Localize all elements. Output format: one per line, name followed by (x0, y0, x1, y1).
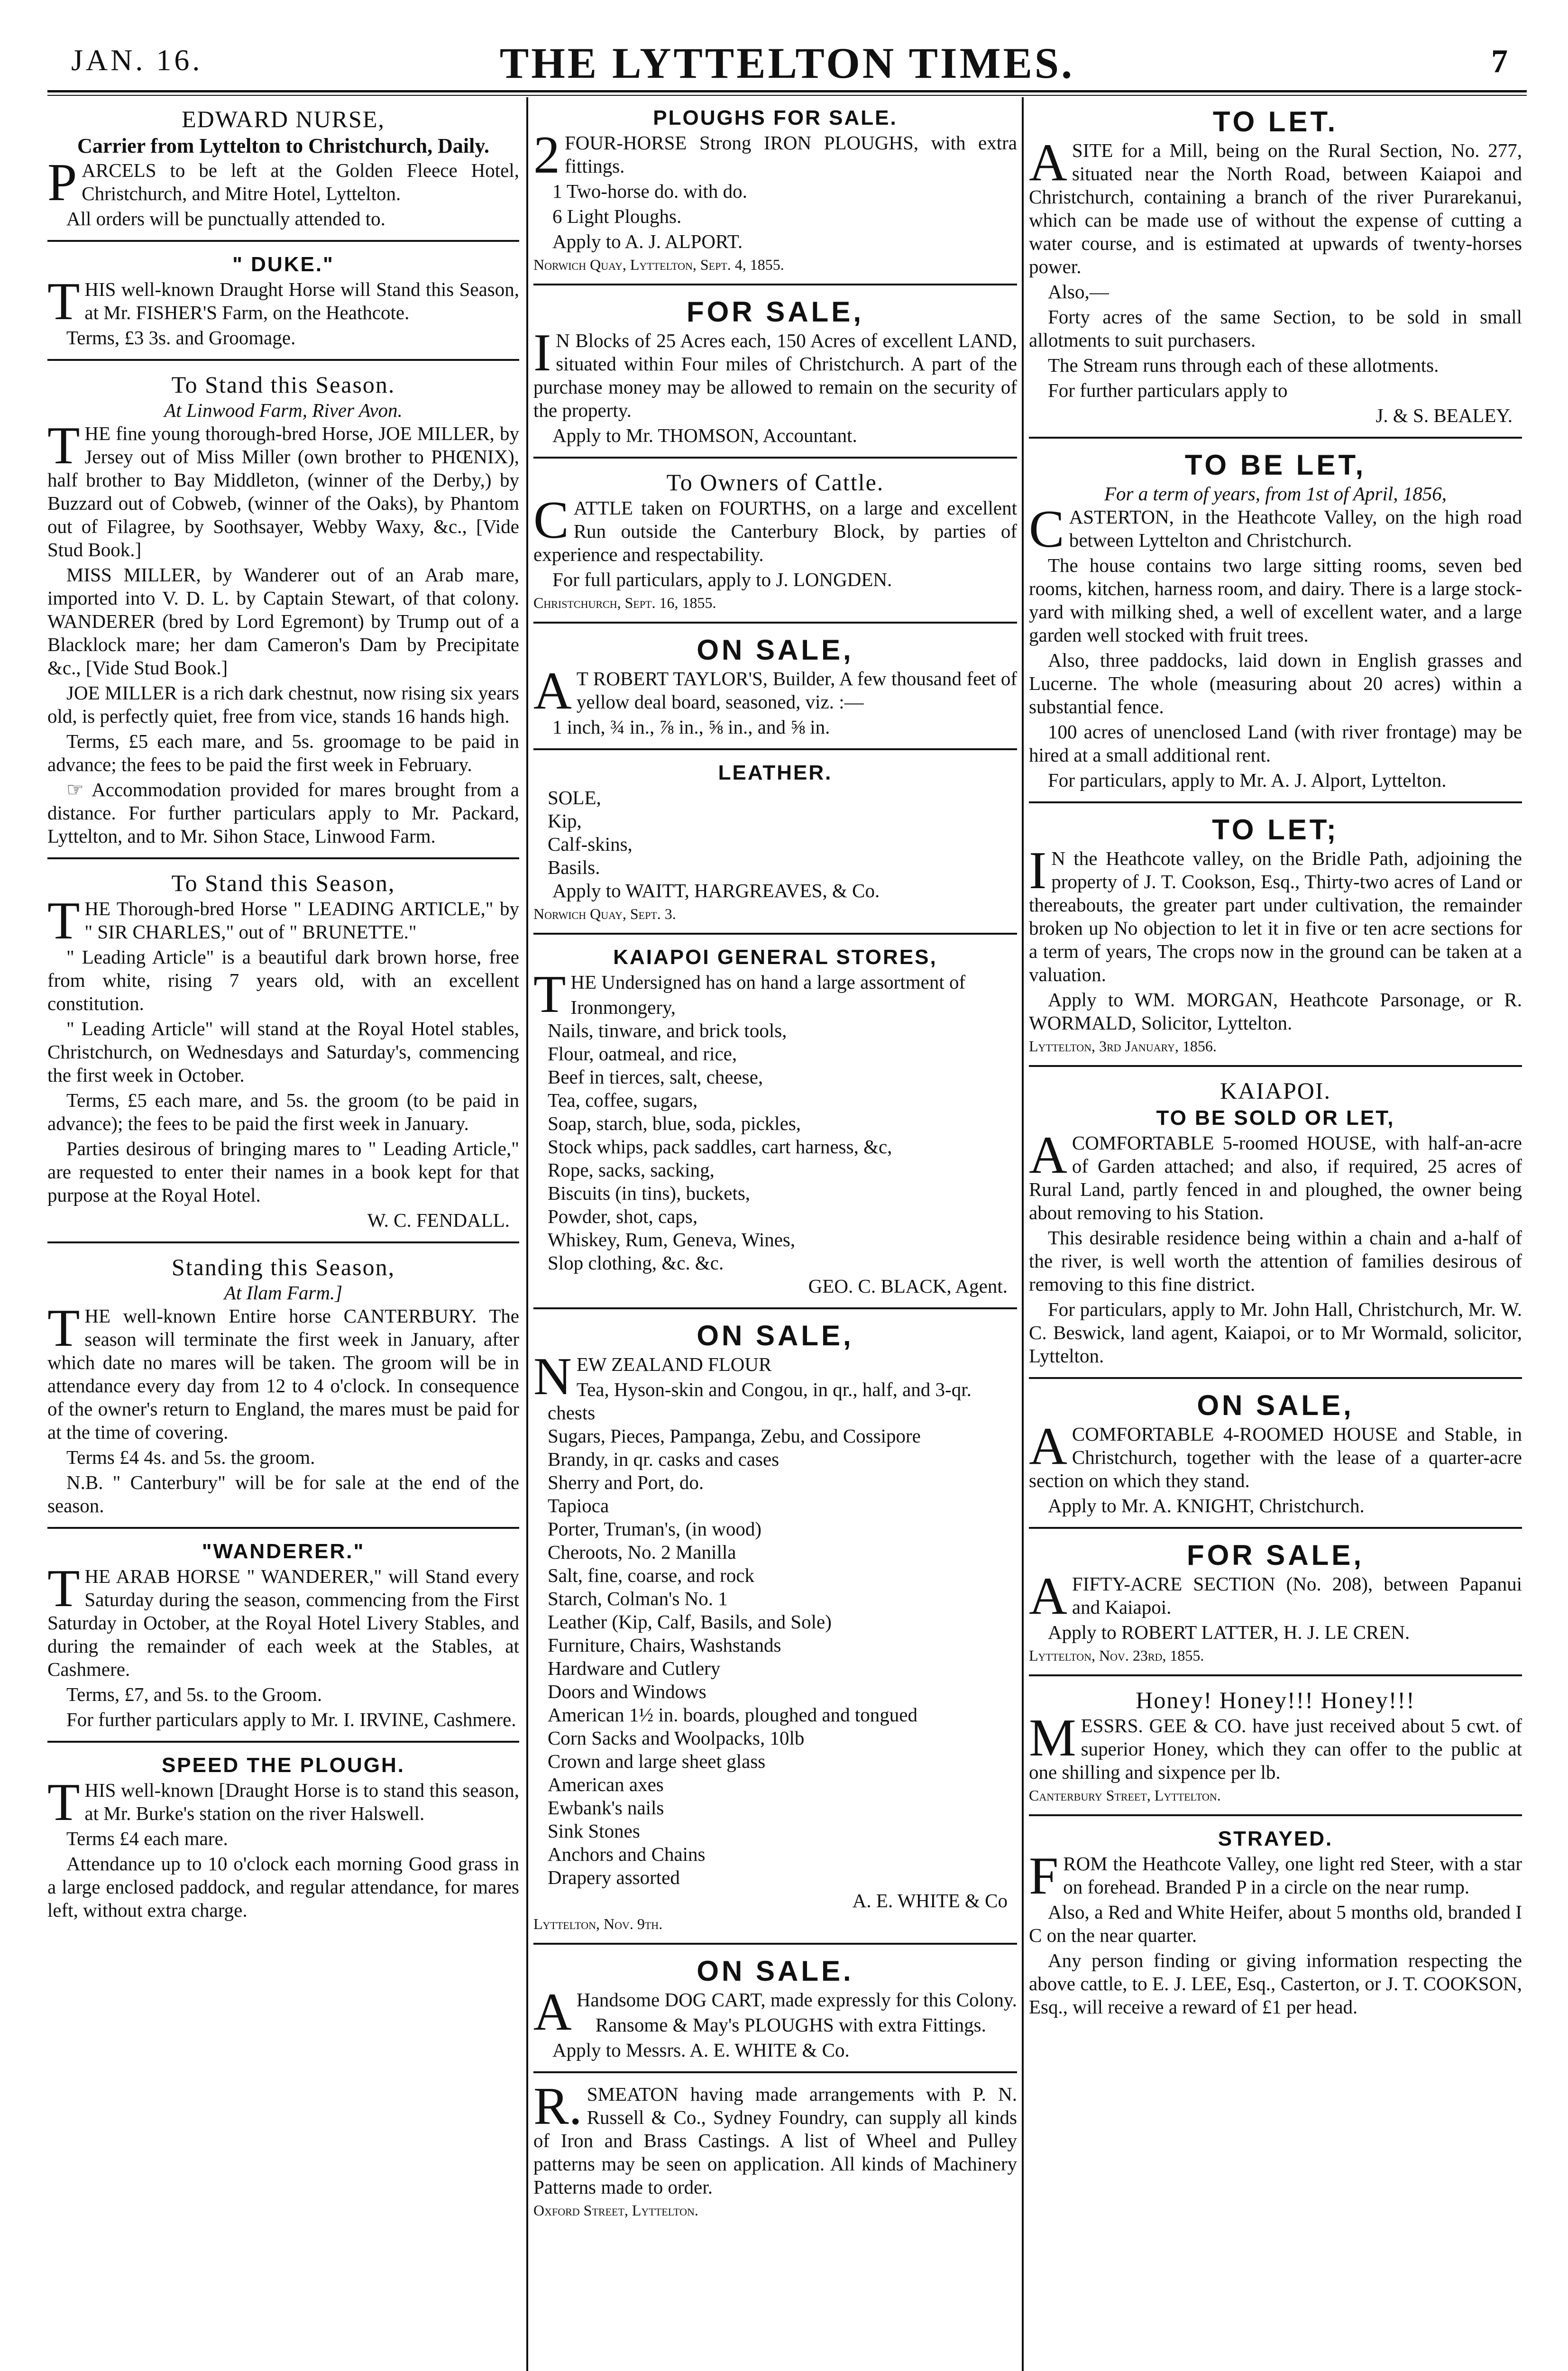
ad-paragraph: Oxford Street, Lyttelton. (533, 2202, 698, 2219)
ad-heading: TO BE LET, (1184, 449, 1366, 481)
ad-paragraph: Canterbury Street, Lyttelton. (1029, 1787, 1221, 1804)
list-item: Sugars, Pieces, Pampanga, Zebu, and Cossipore (548, 1425, 921, 1447)
advertisement (1029, 1386, 1522, 1529)
ad-heading: PLOUGHS FOR SALE. (653, 106, 898, 129)
item-list (533, 996, 1017, 1275)
ad-heading: TO LET; (1212, 814, 1339, 845)
list-item: Tapioca (548, 1495, 609, 1516)
ad-paragraph: Lyttelton, 3rd January, 1856. (1029, 1038, 1217, 1055)
ad-heading: KAIAPOI. (1220, 1077, 1331, 1104)
ad-paragraph: CASTERTON, in the Heathcote Valley, on the high road between Lyttelton and Christchurch. (1029, 500, 1522, 559)
ad-heading: Honey! Honey!!! Honey!!! (1136, 1687, 1415, 1713)
advertisement (533, 630, 1017, 750)
ad-heading: EDWARD NURSE, (182, 106, 385, 132)
list-item: Corn Sacks and Woolpacks, 10lb (548, 1727, 805, 1749)
list-item: SOLE, (548, 787, 601, 809)
list-item: Slop clothing, &c. &c. (548, 1252, 724, 1274)
ad-paragraph: ACOMFORTABLE 5-roomed HOUSE, with half-an-acre of Garden attached; and also, if required, 25 acres of Rural Land, partly fenced in and ploughed, the owner being about removing to his Station. (1029, 1126, 1522, 1223)
advertisement (533, 292, 1017, 459)
newspaper-title: THE LYTTELTON TIMES. (499, 39, 1075, 87)
ad-paragraph: THE well-known Entire horse CANTERBURY. The season will terminate the first week in January, after which date no mares will be taken. The groom will be in attendance every day from 12 to 4 o'clock. In consequence of the owner's return to England, the mares must be paid for at the time of covering. (47, 1299, 519, 1443)
advertisement (1029, 1535, 1522, 1676)
ad-paragraph: THE ARAB HORSE " WANDERER," will Stand every Saturday during the season, commencing from the First Saturday in October, at the Royal Hotel Livery Stables, and during the remainder of each week at the Stables, at Cashmere. (47, 1559, 519, 1680)
advertisement (1029, 102, 1522, 439)
ad-paragraph: Apply to Mr. THOMSON, Accountant. (552, 424, 857, 446)
ad-subheading: For a term of years, from 1st of April, 1856, (1104, 483, 1447, 505)
list-item: Hardware and Cutlery (548, 1657, 721, 1679)
list-item: Leather (Kip, Calf, Basils, and Sole) (548, 1611, 832, 1633)
ad-paragraph: Apply to WAITT, HARGREAVES, & Co. (552, 880, 880, 901)
ad-paragraph: The Stream runs through each of these allotments. (1048, 354, 1439, 376)
ad-paragraph: NEW ZEALAND FLOUR (533, 1347, 772, 1406)
ad-paragraph: For further particulars apply to (1048, 379, 1288, 401)
ad-paragraph: Norwich Quay, Lyttelton, Sept. 4, 1855. (533, 256, 784, 273)
advertisement (47, 248, 519, 361)
ad-paragraph: Parties desirous of bringing mares to " Leading Article," are requested to enter their names in a book kept for that purpose at the Royal Hotel. (47, 1138, 519, 1206)
ad-paragraph: PARCELS to be left at the Golden Fleece Hotel, Christchurch, and Mitre Hotel, Lyttelton. (47, 153, 519, 212)
ad-paragraph: " Leading Article" will stand at the Royal Hotel stables, Christchurch, on Wednesdays and Saturday's, commencing the first week in October. (47, 1018, 519, 1086)
advertisement (533, 465, 1017, 624)
list-item: Crown and large sheet glass (548, 1750, 766, 1772)
ad-paragraph: For particulars, apply to Mr. John Hall, Christchurch, Mr. W. C. Beswick, land agent, Kaiapoi, or to Mr Wormald, solicitor, Lyttelton. (1029, 1298, 1522, 1367)
ad-heading: KAIAPOI GENERAL STORES, (613, 946, 937, 969)
ad-paragraph: All orders will be punctually attended to. (66, 208, 385, 230)
column-3 (1029, 102, 1522, 2371)
ad-heading: TO LET. (1212, 106, 1339, 138)
ad-paragraph: ACOMFORTABLE 4-ROOMED HOUSE and Stable, in Christchurch, together with the lease of a quarter-acre section on which they stand. (1029, 1417, 1522, 1491)
ad-heading: STRAYED. (1218, 1827, 1333, 1850)
ad-heading: To Owners of Cattle. (666, 469, 884, 496)
ad-paragraph: Lyttelton, Nov. 23rd, 1855. (1029, 1647, 1204, 1664)
column-divider (1022, 97, 1024, 2371)
ad-subheading: At Ilam Farm.] (224, 1282, 343, 1304)
ad-signature: J. & S. BEALEY. (1375, 404, 1513, 426)
advertisement (47, 102, 519, 242)
ad-paragraph: ☞ Accommodation provided for mares brought from a distance. For further particulars apply to Mr. Packard, Lyttelton, and to Mr. Sihon Stace, Linwood Farm. (47, 779, 519, 847)
list-item: Starch, Colman's No. 1 (548, 1588, 728, 1609)
ad-paragraph: 100 acres of unenclosed Land (with river frontage) may be hired at a small additional rent. (1029, 721, 1522, 766)
ad-paragraph: For particulars, apply to Mr. A. J. Alport, Lyttelton. (1048, 769, 1447, 791)
list-item: Ironmongery, (570, 996, 676, 1018)
advertisement (533, 2077, 1017, 2229)
ad-subheading: At Linwood Farm, River Avon. (164, 399, 403, 421)
ad-paragraph: For further particulars apply to Mr. I. IRVINE, Cashmere. (66, 1709, 516, 1730)
item-list (533, 1378, 1017, 1889)
list-item: Sink Stones (548, 1820, 640, 1842)
ad-heading: SPEED THE PLOUGH. (161, 1754, 405, 1777)
ad-paragraph: AT ROBERT TAYLOR'S, Builder, A few thousand feet of yellow deal board, seasoned, viz. :— (533, 662, 1017, 720)
advertisement (533, 102, 1017, 285)
list-item: Brandy, in qr. casks and cases (548, 1448, 779, 1470)
ad-heading: FOR SALE, (1186, 1539, 1364, 1571)
list-item: Porter, Truman's, (in wood) (548, 1518, 762, 1540)
ad-subheading: TO BE SOLD OR LET, (1156, 1106, 1395, 1130)
ad-paragraph: This desirable residence being within a chain and a-half of the river, is well worth the attention of families desirous of removing to this fine district. (1029, 1227, 1522, 1295)
ad-heading: " DUKE." (232, 253, 334, 276)
list-item: Rope, sacks, sacking, (548, 1159, 715, 1181)
ad-heading: LEATHER. (718, 761, 833, 784)
masthead (47, 38, 1527, 90)
advertisement (533, 941, 1017, 1309)
ad-paragraph: Terms, £7, and 5s. to the Groom. (66, 1683, 322, 1705)
list-item: Anchors and Chains (548, 1843, 706, 1865)
item-list (533, 786, 1017, 879)
list-item: Kip, (548, 810, 582, 832)
ad-paragraph: 6 Light Ploughs. (552, 205, 682, 227)
ad-paragraph: Forty acres of the same Section, to be sold in small allotments to suit purchasers. (1029, 306, 1522, 351)
ad-paragraph: Terms, £5 each mare, and 5s. groomage to be paid in advance; the fees to be paid the first week in February. (47, 730, 519, 775)
list-item: Ewbank's nails (548, 1797, 664, 1819)
ad-heading: ON SALE, (697, 634, 854, 666)
ad-paragraph: MISS MILLER, by Wanderer out of an Arab mare, imported into V. D. L. by Captain Stewart, of that colony. WANDERER (bred by Lord Egremont) by Trump out of a Blacklock mare; her dam Cameron's Dam by Precipitate &c., [Vide Stud Book.] (47, 564, 519, 679)
ad-paragraph: 1 inch, ¾ in., ⅞ in., ⅝ in., and ⅝ in. (552, 716, 830, 738)
ad-paragraph: Terms £4 each mare. (66, 1828, 228, 1849)
list-item: Whiskey, Rum, Geneva, Wines, (548, 1229, 796, 1250)
ad-paragraph: Apply to Mr. A. KNIGHT, Christchurch. (1048, 1495, 1365, 1516)
masthead-rule (47, 90, 1527, 92)
advertisement (1029, 445, 1522, 803)
issue-date: JAN. 16. (71, 43, 203, 77)
list-item: Stock whips, pack saddles, cart harness, &c, (548, 1136, 892, 1158)
list-item: Basils. (548, 856, 600, 878)
list-item: Biscuits (in tins), buckets, (548, 1182, 751, 1204)
ad-paragraph: For full particulars, apply to J. LONGDEN. (552, 569, 892, 590)
ad-heading: To Stand this Season. (171, 371, 395, 398)
ad-paragraph: " Leading Article" is a beautiful dark brown horse, free from white, rising 7 years old, with an excellent constitution. (47, 946, 519, 1014)
list-item: Soap, starch, blue, soda, pickles, (548, 1112, 801, 1134)
ad-paragraph: Terms, £3 3s. and Groomage. (66, 327, 296, 349)
ad-paragraph: R.SMEATON having made arrangements with P. N. Russell & Co., Sydney Foundry, can supply all kinds of Iron and Brass Castings. A list of Wheel and Pulley patterns may be seen on application. All kinds of Machinery Patterns made to order. (533, 2077, 1017, 2198)
list-item: Doors and Windows (548, 1681, 706, 1702)
ad-paragraph: Also,— (1048, 281, 1109, 303)
ad-paragraph: Christchurch, Sept. 16, 1855. (533, 594, 716, 611)
list-item: Salt, fine, coarse, and rock (548, 1564, 755, 1586)
ad-paragraph: Any person finding or giving information respecting the above cattle, to E. J. LEE, Esq., Casterton, or J. T. COOKSON, Esq., will receive a reward of £1 per head. (1029, 1949, 1522, 2018)
ad-heading: ON SALE. (697, 1955, 854, 1987)
ad-paragraph: Norwich Quay, Sept. 3. (533, 905, 676, 922)
page-number: 7 (1491, 43, 1508, 80)
masthead-rule-thin (47, 95, 1527, 96)
list-item: Flour, oatmeal, and rice, (548, 1043, 737, 1065)
ad-paragraph: IN Blocks of 25 Acres each, 150 Acres of excellent LAND, situated within Four miles of Christchurch. A part of the purchase money may be allowed to remain on the security of the property. (533, 323, 1017, 421)
ad-paragraph: Apply to Messrs. A. E. WHITE & Co. (552, 2039, 850, 2061)
ad-signature: W. C. FENDALL. (367, 1209, 510, 1231)
ad-paragraph: ASITE for a Mill, being on the Rural Section, No. 277, situated near the North Road, between Kaiapoi and Christchurch, containing a branch of the river Purarekanui, which can be made use of without the expense of cutting a water course, and is estimated at upwards of twenty-horses power. (1029, 133, 1522, 277)
column-divider (526, 97, 528, 2371)
ad-paragraph: AHandsome DOG CART, made expressly for this Colony. (533, 1983, 1017, 2041)
advertisement (47, 1535, 519, 1743)
advertisement (47, 368, 519, 859)
advertisement (1029, 1074, 1522, 1379)
ad-paragraph: CATTLE taken on FOURTHS, on a large and excellent Run outside the Canterbury Block, by parties of experience and respectability. (533, 491, 1017, 565)
ad-heading: Standing this Season, (171, 1254, 395, 1280)
ad-paragraph: The house contains two large sitting rooms, seven bed rooms, kitchen, harness room, and dairy. There is a large stock-yard with milking shed, a well of excellent water, and a large garden well stocked with fruit trees. (1029, 554, 1522, 646)
ad-paragraph: Terms £4 4s. and 5s. the groom. (66, 1446, 315, 1468)
advertisement (47, 1749, 519, 1931)
ad-paragraph: THIS well-known [Draught Horse is to stand this season, at Mr. Burke's station on the river Halswell. (47, 1773, 519, 1832)
list-item: Tea, Hyson-skin and Congou, in qr., half, and 3-qr. chests (548, 1378, 972, 1424)
advertisement (1029, 1823, 1522, 2028)
ad-paragraph: N.B. " Canterbury" will be for sale at the end of the season. (47, 1471, 519, 1516)
advertisement (47, 866, 519, 1243)
list-item: Beef in tierces, salt, cheese, (548, 1066, 763, 1088)
ad-heading: "WANDERER." (202, 1540, 365, 1563)
ad-paragraph: Apply to WM. MORGAN, Heathcote Parsonage, or R. WORMALD, Solicitor, Lyttelton. (1029, 989, 1522, 1034)
list-item: Tea, coffee, sugars, (548, 1089, 698, 1111)
ad-paragraph: Also, a Red and White Heifer, about 5 months old, branded I C on the near quarter. (1029, 1901, 1522, 1946)
ad-paragraph: Also, three paddocks, laid down in English grasses and Lucerne. The whole (measuring about 20 acres) within a substantial fence. (1029, 649, 1522, 717)
advertisement (47, 1250, 519, 1529)
advertisement (1029, 1683, 1522, 1816)
ad-paragraph: THE Undersigned has on hand a large assortment of (533, 965, 966, 1024)
list-item: Drapery assorted (548, 1866, 680, 1888)
ad-paragraph: IN the Heathcote valley, on the Bridle Path, adjoining the property of J. T. Cookson, Esq., Thirty-two acres of Land or thereabouts, the greater part under cultivation, the remainder broken up No objection to let it in five or ten acre sections for a term of years, The crops now in the ground can be taken at a valuation. (1029, 841, 1522, 985)
ad-paragraph: Attendance up to 10 o'clock each morning Good grass in a large enclosed paddock, and regular attendance, for mares left, without extra charge. (47, 1853, 519, 1921)
ad-signature: GEO. C. BLACK, Agent. (808, 1275, 1008, 1297)
ad-heading: FOR SALE, (686, 296, 864, 328)
ad-paragraph: MESSRS. GEE & CO. have just received about 5 cwt. of superior Honey, which they can offer to the public at one shilling and sixpence per lb. (1029, 1709, 1522, 1783)
advertisement (533, 1951, 1017, 2073)
ad-paragraph: FROM the Heathcote Valley, one light red Steer, with a star on forehead. Branded P in a circle on the near rump. (1029, 1847, 1522, 1905)
advertisement (533, 1316, 1017, 1945)
ad-signature: A. E. WHITE & Co (852, 1890, 1008, 1912)
ad-paragraph: Terms, £5 each mare, and 5s. the groom (to be paid in advance); the fees to be paid the first week in January. (47, 1089, 519, 1134)
list-item: Nails, tinware, and brick tools, (548, 1020, 787, 1041)
ad-paragraph: THIS well-known Draught Horse will Stand this Season, at Mr. FISHER'S Farm, on the Heathcote. (47, 272, 519, 331)
ad-subheading: Carrier from Lyttelton to Christchurch, Daily. (77, 134, 489, 157)
list-item: Sherry and Port, do. (548, 1471, 704, 1493)
list-item: American axes (548, 1774, 664, 1795)
column-1 (47, 102, 519, 2371)
ad-paragraph: THE fine young thorough-bred Horse, JOE MILLER, by Jersey out of Miss Miller (own brother to PHŒNIX), half brother to Bay Middleton, (winner of the Derby,) by Buzzard out of Cobweb, (winner of the Oaks), by Phantom out of Filagree, by Soothsayer, Webby Waxy, &c., [Vide Stud Book.] (47, 416, 519, 561)
list-item: Furniture, Chairs, Washstands (548, 1634, 781, 1656)
ad-paragraph: Ransome & May's PLOUGHS with extra Fittings. (595, 2014, 986, 2036)
ad-dateline: Lyttelton, Nov. 9th. (533, 1915, 663, 1932)
list-item: American 1½ in. boards, ploughed and tongued (548, 1704, 917, 1726)
ad-heading: ON SALE, (1197, 1389, 1354, 1421)
ad-heading: ON SALE, (697, 1320, 854, 1351)
ad-paragraph: THE Thorough-bred Horse " LEADING ARTICLE," by " SIR CHARLES," out of " BRUNETTE." (47, 891, 519, 950)
ad-paragraph: Apply to ROBERT LATTER, H. J. LE CREN. (1048, 1621, 1410, 1643)
ad-paragraph: 2FOUR-HORSE Strong IRON PLOUGHS, with extra fittings. (533, 126, 1017, 184)
ad-paragraph: Apply to A. J. ALPORT. (552, 230, 743, 252)
list-item: Calf-skins, (548, 833, 633, 855)
ad-heading: To Stand this Season, (171, 870, 395, 896)
advertisement (1029, 810, 1522, 1067)
ad-paragraph: JOE MILLER is a rich dark chestnut, now rising six years old, is perfectly quiet, free from vice, stands 16 hands high. (47, 682, 519, 727)
ad-paragraph: 1 Two-horse do. with do. (552, 180, 747, 202)
ad-paragraph: AFIFTY-ACRE SECTION (No. 208), between Papanui and Kaiapoi. (1029, 1567, 1522, 1626)
column-2 (533, 102, 1017, 2371)
list-item: Cheroots, No. 2 Manilla (548, 1541, 736, 1563)
list-item: Powder, shot, caps, (548, 1205, 698, 1227)
advertisement (533, 757, 1017, 935)
